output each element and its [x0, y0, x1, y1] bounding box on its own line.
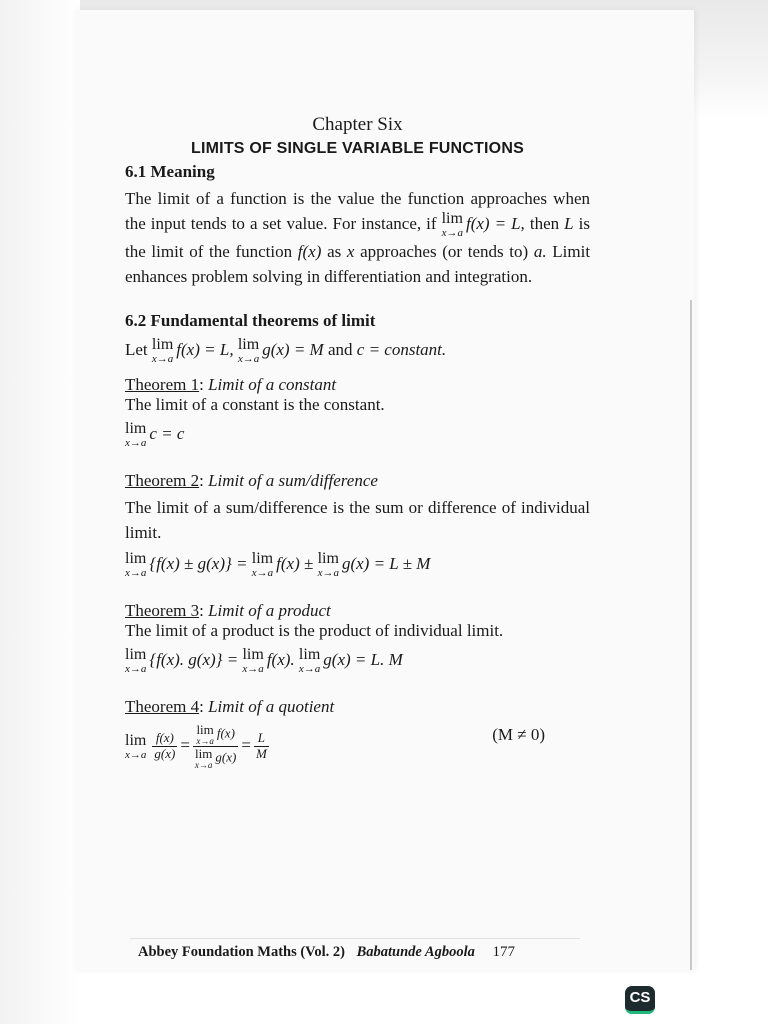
theorem-4-formula: lim x→a $\frac{f(x)}{g(x)}$ = lim x→a f(x) lim x→a g(x) = $\frac{L}{M}$ (M ≠ 0)	[125, 722, 545, 771]
quotient-fraction: $\frac{f(x)}{g(x)}$	[154, 730, 176, 762]
lim-operator: lim x→a	[317, 550, 339, 580]
meaning-var-a: a.	[533, 242, 547, 262]
lim-operator: lim x→a	[125, 731, 147, 761]
camscanner-logo-icon: CS	[625, 986, 655, 1014]
theorem-2-formula: lim x→a {f(x) ± g(x)} = lim x→a f(x) ± lim x→a g(x) = L ± M	[125, 550, 431, 580]
meaning-text-2: then	[529, 214, 560, 233]
lim-operator: lim x→a	[151, 336, 174, 366]
chapter-title: Chapter Six	[312, 114, 403, 135]
lim-operator: lim x→a	[242, 646, 264, 676]
theorem-1-heading: Theorem 1: Limit of a constant	[125, 375, 337, 395]
theorem-2-heading: Theorem 2: Limit of a sum/difference	[125, 471, 378, 491]
theorem-1-statement: The limit of a constant is the constant.	[125, 395, 385, 415]
meaning-text-1: The limit of a function is the value the function approaches when the input tends to a set value. For instance, if	[125, 189, 590, 233]
lim-operator: lim x→a	[237, 336, 260, 366]
meaning-text-4: as	[327, 242, 342, 262]
theorem-4-heading: Theorem 4: Limit of a quotient	[125, 697, 335, 717]
meaning-text-3: is the limit of the function	[125, 214, 590, 262]
quotient-condition: (M ≠ 0)	[492, 725, 545, 745]
result-fraction: $\frac{L}{M}$	[255, 730, 267, 762]
theorem-2-statement: The limit of a sum/difference is the sum or difference of individual limit.	[125, 498, 590, 543]
lim-operator: lim x→a	[125, 550, 147, 580]
section-heading-theorems: 6.2 Fundamental theorems of limit	[125, 311, 376, 331]
theorem-1-formula: lim x→a c = c	[125, 420, 185, 450]
lim-operator: lim x→a	[298, 646, 321, 676]
lim-operator: lim x→a	[125, 646, 147, 676]
lim-operator: lim x→a	[125, 420, 147, 450]
meaning-text-5: approaches (or tends to)	[360, 242, 529, 262]
meaning-paragraph	[125, 186, 590, 289]
footer-divider	[130, 938, 580, 939]
page-footer	[138, 944, 568, 961]
meaning-var-l: L	[564, 214, 574, 233]
lim-operator: lim x→a	[441, 210, 463, 240]
meaning-formula: f(x) = L,	[465, 214, 525, 233]
footer-book-title: Abbey Foundation Maths (Vol. 2)	[138, 944, 345, 960]
lim-operator: lim x→a	[251, 550, 274, 580]
section-heading-meaning: 6.1 Meaning	[125, 162, 215, 181]
meaning-text-6: Limit enhances problem solving in differentiation and integration.	[125, 242, 591, 287]
page-number: 177	[492, 944, 515, 960]
meaning-var-fx: f(x)	[297, 242, 322, 262]
theorem-3-formula: lim x→a {f(x). g(x)} = lim x→a f(x). lim x→a g(x) = L. M	[125, 646, 403, 676]
theorem-3-statement: The limit of a product is the product of individual limit.	[125, 621, 504, 641]
footer-author: Babatunde Agboola	[356, 944, 475, 960]
page-edge	[690, 300, 692, 970]
theorems-intro: Let lim x→a f(x) = L, lim x→a g(x) = M and c = constant.	[125, 336, 447, 366]
meaning-var-x: x	[346, 242, 355, 262]
chapter-subtitle: LIMITS OF SINGLE VARIABLE FUNCTIONS	[191, 140, 524, 157]
background-left	[0, 0, 80, 1024]
page-content	[125, 110, 590, 770]
theorem-3-heading: Theorem 3: Limit of a product	[125, 601, 331, 621]
quotient-limits-fraction: lim x→a f(x) lim x→a g(x)	[194, 722, 237, 771]
